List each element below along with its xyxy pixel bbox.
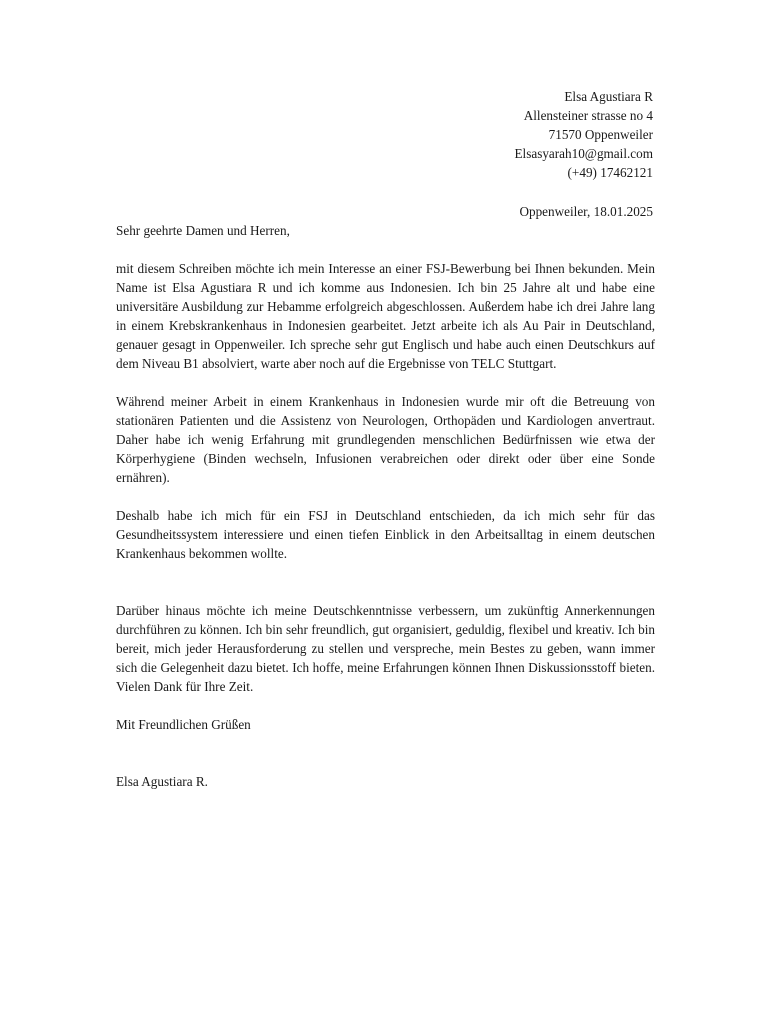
salutation: Sehr geehrte Damen und Herren, — [116, 223, 290, 238]
sender-email: Elsasyarah10@gmail.com — [514, 146, 653, 161]
sender-name: Elsa Agustiara R — [564, 89, 653, 104]
sender-city: 71570 Oppenweiler — [548, 127, 653, 142]
sender-phone: (+49) 17462121 — [567, 165, 653, 180]
paragraph-spacer — [116, 563, 655, 601]
signature-spacer — [116, 734, 655, 772]
date-line: Oppenweiler, 18.01.2025 — [519, 204, 653, 219]
sender-street: Allensteiner strasse no 4 — [523, 108, 653, 123]
paragraph-conclusion: Darüber hinaus möchte ich meine Deutschkenntnisse verbessern, um zukünftig Annerkennungen durchführen zu können. Ich bin sehr freundlich, gut organisiert, geduldig, flexibel und kreativ. Ich bin bereit, mich jeder Herausforderung zu stellen und verspreche, mein Bestes zu geben, wann immer sich die Gelegenheit dazu bietet. Ich hoffe, meine Erfahrungen können Ihnen Diskussionsstoff bieten. Vielen Dank für Ihre Zeit. — [116, 603, 655, 694]
closing-line: Mit Freundlichen Grüßen — [116, 717, 251, 732]
sender-address-block — [515, 87, 654, 182]
letter-body — [116, 221, 655, 791]
signature-name: Elsa Agustiara R. — [116, 774, 208, 789]
paragraph-motivation: Deshalb habe ich mich für ein FSJ in Deutschland entschieden, da ich mich sehr für das Gesundheitssystem interessiere und einen tiefen Einblick in den Arbeitsalltag in einem deutschen Krankenhaus bekommen wollte. — [116, 508, 655, 561]
paragraph-spacer — [116, 487, 655, 506]
paragraph-intro: mit diesem Schreiben möchte ich mein Interesse an einer FSJ-Bewerbung bei Ihnen bekunden. Mein Name ist Elsa Agustiara R und ich komme aus Indonesien. Ich bin 25 Jahre alt und habe eine universitäre Ausbildung zur Hebamme erfolgreich abgeschlossen. Außerdem habe ich drei Jahre lang in einem Krebskrankenhaus in Indonesien gearbeitet. Jetzt arbeite ich als Au Pair in Deutschland, genauer gesagt in Oppenweiler. Ich spreche sehr gut Englisch und habe auch einen Deutschkurs auf dem Niveau B1 absolviert, warte aber noch auf die Ergebnisse von TELC Stuttgart. — [116, 261, 655, 371]
paragraph-experience: Während meiner Arbeit in einem Krankenhaus in Indonesien wurde mir oft die Betreuung von stationären Patienten und die Assistenz von Neurologen, Orthopäden und Kardiologen anvertraut. Daher habe ich wenig Erfahrung mit grundlegenden menschlichen Bedürfnissen wie etwa der Körperhygiene (Binden wechseln, Infusionen verabreichen oder direkt oder über eine Sonde ernähren). — [116, 394, 655, 485]
paragraph-spacer — [116, 373, 655, 392]
paragraph-spacer — [116, 696, 655, 715]
